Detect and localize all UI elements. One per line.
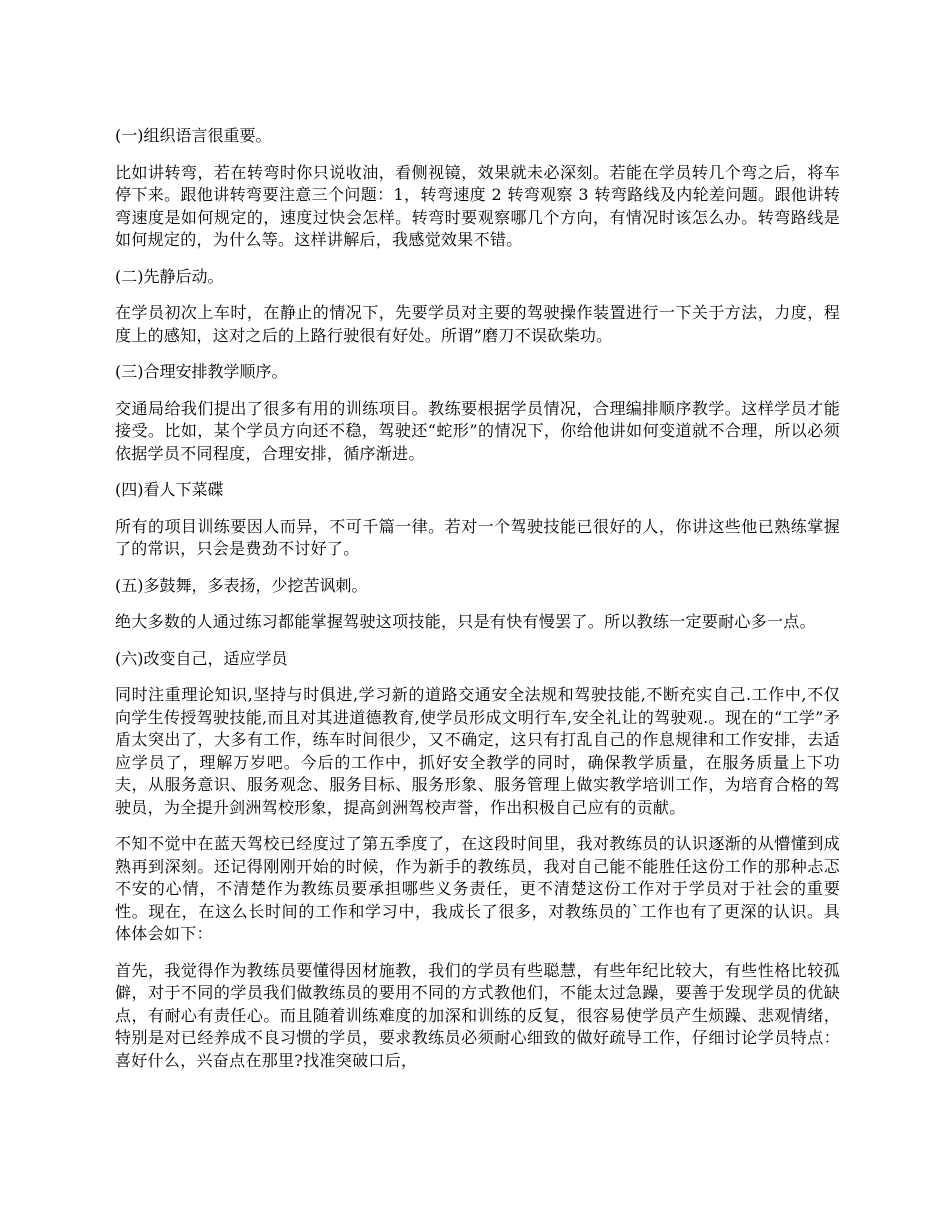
paragraph-static-first: 在学员初次上车时，在静止的情况下，先要学员对主要的驾驶操作装置进行一下关于方法，力度，程度上的感知，这对之后的上路行驶很有好处。所谓”磨刀不误砍柴功。 [115,303,840,345]
paragraph-encourage: 绝大多数的人通过练习都能掌握驾驶这项技能，只是有快有慢罢了。所以教练一定要耐心多一点。 [115,612,816,631]
document-page [115,125,840,1086]
paragraph-individual: 所有的项目训练要因人而异，不可千篇一律。若对一个驾驶技能已很好的人，你讲这些他已熟练掌握了的常识，只会是费劲不讨好了。 [115,516,840,558]
paragraph-first-point: 首先，我觉得作为教练员要懂得因材施教，我们的学员有些聪慧，有些年纪比较大，有些性格比较孤僻，对于不同的学员我们做教练员的要用不同的方式教他们，不能太过急躁，要善于发现学员的优缺点，有耐心有责任心。而且随着训练难度的加深和训练的反复，很容易使学员产生烦躁、悲观情绪，特别是对已经养成不良习惯的学员，要求教练员必须耐心细致的做好疏导工作，仔细讨论学员特点：喜好什么，兴奋点在那里?找准突破口后， [115,960,840,1070]
section-heading-3: (三)合理安排教学顺序。 [115,362,288,381]
section-heading-6: (六)改变自己，适应学员 [115,648,288,668]
section-heading-2: (二)先静后动。 [115,266,224,286]
paragraph-turning: 比如讲转弯，若在转弯时你只说收油，看侧视镜，效果就未必深刻。若能在学员转几个弯之后，将车停下来。跟他讲转弯要注意三个问题：1，转弯速度 2 转弯观察 3 转弯路线及内轮差问题。跟他讲转弯速度是如何规定的，速度过快会怎样。转弯时要观察哪几个方向，有情况时该怎么办。转弯路线是如何规定的，为什么等。这样讲解后，我感觉效果不错。 [115,162,840,249]
paragraph-reflection: 不知不觉中在蓝天驾校已经度过了第五季度了，在这段时间里，我对教练员的认识逐渐的从懵懂到成熟再到深刻。还记得刚刚开始的时候，作为新手的教练员，我对自己能不能胜任这份工作的那种忐忑不安的心情，不清楚作为教练员要承担哪些义务责任，更不清楚这份工作对于学员对于社会的重要性。现在，在这么长时间的工作和学习中，我成长了很多，对教练员的`工作也有了更深的认识。具体体会如下： [115,834,840,943]
section-heading-1: (一)组织语言很重要。 [115,126,272,145]
paragraph-adapt: 同时注重理论知识,坚持与时俱进,学习新的道路交通安全法规和驾驶技能,不断充实自己.工作中,不仅向学生传授驾驶技能,而且对其进道德教育,使学员形成文明行车,安全礼让的驾驶观.。现在的“工学”矛盾太突出了，大多有工作，练车时间很少，又不确定，这只有打乱自己的作息规律和工作安排，去适应学员了，理解万岁吧。今后的工作中，抓好安全教学的同时，确保教学质量，在服务质量上下功夫，从服务意识、服务观念、服务目标、服务形象、服务管理上做实教学培训工作，为培育合格的驾驶员，为全提升剑洲驾校形象，提高剑洲驾校声誉，作出积极自己应有的贡献。 [115,685,840,817]
section-heading-4: (四)看人下菜碟 [115,480,224,499]
section-heading-5: (五)多鼓舞，多表扬，少挖苦讽刺。 [115,575,368,595]
paragraph-teaching-order: 交通局给我们提出了很多有用的训练项目。教练要根据学员情况，合理编排顺序教学。这样学员才能接受。比如，某个学员方向还不稳，驾驶还“蛇形”的情况下，你给他讲如何变道就不合理，所以必须依据学员不同程度，合理安排，循序渐进。 [115,398,840,463]
